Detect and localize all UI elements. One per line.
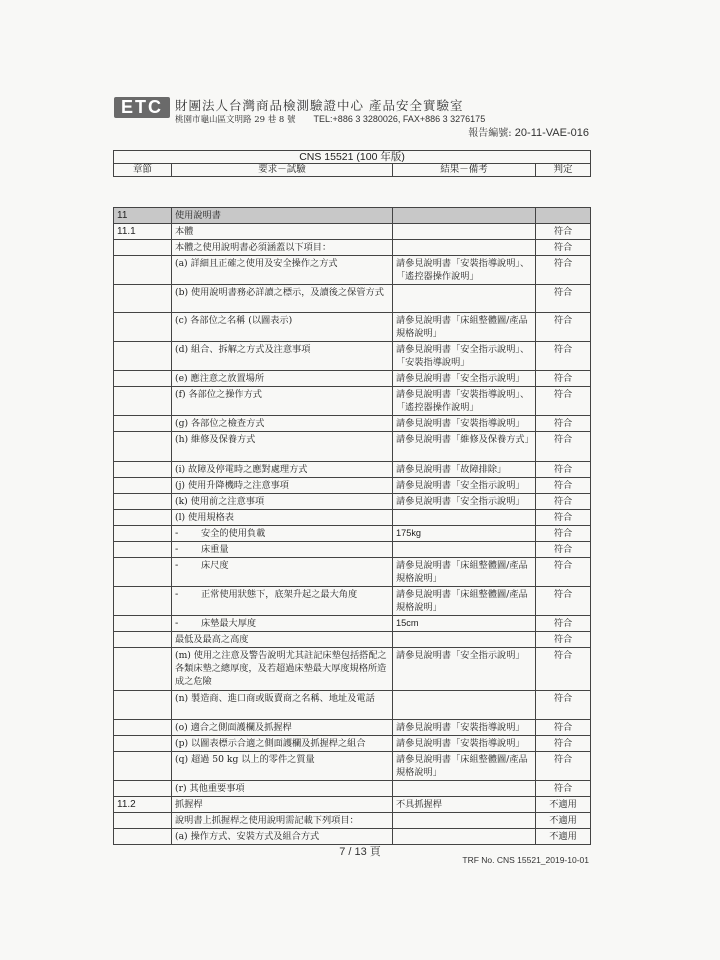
clause-cell [114, 510, 172, 526]
table-row [114, 462, 591, 478]
clause-cell [114, 587, 172, 616]
clause-cell [114, 478, 172, 494]
table-row [114, 736, 591, 752]
verdict-cell: 符合 [536, 240, 591, 256]
standard-header-table [113, 150, 591, 177]
result-cell [393, 285, 536, 313]
requirement-cell [172, 240, 393, 256]
result-cell [393, 542, 536, 558]
section-row [114, 208, 591, 224]
result-cell [393, 813, 536, 829]
requirement-cell [172, 720, 393, 736]
result-cell: 175kg [393, 526, 536, 542]
verdict-cell [536, 208, 591, 224]
result-cell: 請參見說明書「床組整體圖/產品規格說明」 [393, 313, 536, 342]
clause-cell [114, 240, 172, 256]
requirement-cell [172, 648, 393, 691]
requirement-cell [172, 691, 393, 720]
requirement-text: (g) 各部位之檢查方式 [175, 418, 265, 429]
verdict-cell: 符合 [536, 648, 591, 691]
requirement-cell [172, 526, 393, 542]
column-header-clause: 章節 [114, 164, 172, 177]
requirement-text: 最低及最高之高度 [175, 634, 249, 645]
verdict-cell: 符合 [536, 558, 591, 587]
list-dash: - [175, 618, 179, 629]
verdict-cell: 不適用 [536, 813, 591, 829]
table-row [114, 720, 591, 736]
table-row [114, 285, 591, 313]
verdict-cell: 符合 [536, 462, 591, 478]
requirement-text: (a) 操作方式、安裝方式及組合方式 [175, 831, 320, 842]
result-cell [393, 691, 536, 720]
requirement-cell [172, 616, 393, 632]
requirement-cell [172, 478, 393, 494]
table-row [114, 558, 591, 587]
requirement-cell [172, 813, 393, 829]
result-cell: 請參見說明書「安全指示說明」、「安裝指導說明」 [393, 342, 536, 371]
result-cell: 請參見說明書「安裝指導說明」、「遙控器操作說明」 [393, 256, 536, 285]
requirement-text: 本體 [175, 226, 194, 237]
requirement-cell [172, 342, 393, 371]
table-row [114, 797, 591, 813]
requirement-cell [172, 208, 393, 224]
column-header-verdict: 判定 [536, 164, 591, 177]
table-row [114, 616, 591, 632]
table-row [114, 813, 591, 829]
table-row [114, 648, 591, 691]
requirement-text: (q) 超過 50 kg 以上的零件之質量 [175, 754, 315, 765]
etc-logo: ETC [114, 97, 170, 118]
requirement-text: (h) 維修及保養方式 [175, 434, 256, 445]
clause-cell [114, 285, 172, 313]
result-cell: 15cm [393, 616, 536, 632]
clause-cell [114, 256, 172, 285]
requirement-text: 使用說明書 [175, 210, 221, 221]
result-cell: 請參見說明書「故障排除」 [393, 462, 536, 478]
requirement-text: (k) 使用前之注意事項 [175, 496, 265, 507]
clause-cell: 11 [114, 208, 172, 224]
verdict-cell: 符合 [536, 720, 591, 736]
requirements-table [113, 207, 591, 845]
result-cell [393, 510, 536, 526]
result-cell: 請參見說明書「安裝指導說明」 [393, 416, 536, 432]
verdict-cell: 符合 [536, 387, 591, 416]
requirement-text: (n) 製造商、進口商或販賣商之名稱、地址及電話 [175, 693, 375, 704]
table-row [114, 494, 591, 510]
requirement-text: (o) 適合之側面護欄及抓握桿 [175, 722, 292, 733]
requirement-cell [172, 416, 393, 432]
verdict-cell: 符合 [536, 616, 591, 632]
requirement-text: (d) 組合、拆解之方式及注意事項 [175, 344, 311, 355]
requirement-text: 抓握桿 [175, 799, 203, 810]
table-row [114, 781, 591, 797]
table-row [114, 432, 591, 462]
requirement-text: (a) 詳細且正確之使用及安全操作之方式 [175, 258, 338, 269]
page-number: 7 / 13 頁 [339, 846, 381, 858]
requirement-cell [172, 510, 393, 526]
table-row [114, 478, 591, 494]
table-row [114, 256, 591, 285]
requirement-text: (m) 使用之注意及警告說明尤其註記床墊包括搭配之各類床墊之總厚度，及若超過床墊最大厚度規格所造成之危險 [175, 650, 387, 687]
requirement-cell [172, 542, 393, 558]
result-cell: 請參見說明書「安裝指導說明」 [393, 720, 536, 736]
organization-name: 財團法人台灣商品檢測驗證中心 產品安全實驗室 [175, 98, 464, 113]
clause-cell [114, 752, 172, 781]
verdict-cell: 符合 [536, 632, 591, 648]
requirement-text: 本體之使用說明書必須涵蓋以下項目： [175, 242, 332, 253]
clause-cell [114, 691, 172, 720]
address: 桃園市龜山區文明路 29 巷 8 號 [175, 115, 296, 125]
clause-cell: 11.1 [114, 224, 172, 240]
verdict-cell: 符合 [536, 432, 591, 462]
verdict-cell: 符合 [536, 313, 591, 342]
result-cell [393, 632, 536, 648]
report-number [468, 124, 589, 139]
result-cell: 請參見說明書「床組整體圖/產品規格說明」 [393, 558, 536, 587]
requirement-text: 床重量 [201, 544, 229, 555]
result-cell [393, 240, 536, 256]
table-row [114, 510, 591, 526]
requirement-text: (p) 以圖表標示合適之側面護欄及抓握桿之組合 [175, 738, 366, 749]
list-dash: - [175, 528, 179, 539]
contact-numbers: TEL:+886 3 3280026, FAX+886 3 3276175 [313, 114, 486, 124]
table-row [114, 632, 591, 648]
table-row [114, 342, 591, 371]
requirement-text: 床墊最大厚度 [201, 618, 257, 629]
clause-cell [114, 720, 172, 736]
requirement-cell [172, 558, 393, 587]
verdict-cell: 不適用 [536, 797, 591, 813]
table-row [114, 387, 591, 416]
verdict-cell: 符合 [536, 510, 591, 526]
requirement-cell [172, 432, 393, 462]
verdict-cell: 符合 [536, 542, 591, 558]
requirement-text: 正常使用狀態下，底架升起之最大角度 [201, 589, 358, 600]
requirement-text: 說明書上抓握桿之使用說明需記載下列項目： [175, 815, 359, 826]
clause-cell [114, 558, 172, 587]
table-row [114, 587, 591, 616]
requirement-text: (j) 使用升降機時之注意事項 [175, 480, 289, 491]
requirement-text: 床尺度 [201, 560, 229, 571]
requirement-text: (e) 應注意之放置場所 [175, 373, 265, 384]
clause-cell [114, 342, 172, 371]
clause-cell [114, 416, 172, 432]
result-cell: 請參見說明書「安裝指導說明」、「遙控器操作說明」 [393, 387, 536, 416]
verdict-cell: 符合 [536, 587, 591, 616]
requirement-cell [172, 752, 393, 781]
requirement-text: 安全的使用負載 [201, 528, 266, 539]
table-row [114, 691, 591, 720]
verdict-cell: 符合 [536, 416, 591, 432]
verdict-cell: 符合 [536, 256, 591, 285]
result-cell: 請參見說明書「安全指示說明」 [393, 494, 536, 510]
list-dash: - [175, 589, 179, 600]
clause-cell [114, 371, 172, 387]
result-cell: 請參見說明書「床組整體圖/產品規格說明」 [393, 587, 536, 616]
requirement-cell [172, 587, 393, 616]
result-cell: 不具抓握桿 [393, 797, 536, 813]
requirement-cell [172, 224, 393, 240]
clause-cell [114, 736, 172, 752]
verdict-cell: 符合 [536, 781, 591, 797]
result-cell: 請參見說明書「安全指示說明」 [393, 371, 536, 387]
verdict-cell: 符合 [536, 526, 591, 542]
clause-cell [114, 616, 172, 632]
report-number-value: 20-11-VAE-016 [514, 127, 589, 139]
requirement-cell [172, 632, 393, 648]
result-cell [393, 781, 536, 797]
result-cell: 請參見說明書「床組整體圖/產品規格說明」 [393, 752, 536, 781]
clause-cell [114, 632, 172, 648]
table-row [114, 416, 591, 432]
verdict-cell: 符合 [536, 371, 591, 387]
requirement-cell [172, 494, 393, 510]
table-row [114, 371, 591, 387]
table-row [114, 526, 591, 542]
requirement-cell [172, 462, 393, 478]
clause-cell [114, 813, 172, 829]
verdict-cell: 符合 [536, 752, 591, 781]
requirement-text: (i) 故障及停電時之應對處理方式 [175, 464, 308, 475]
verdict-cell: 符合 [536, 224, 591, 240]
clause-cell [114, 313, 172, 342]
requirement-text: (c) 各部位之名稱 (以圖表示) [175, 315, 293, 326]
verdict-cell: 符合 [536, 478, 591, 494]
requirement-text: (r) 其他重要事項 [175, 783, 245, 794]
requirement-text: (f) 各部位之操作方式 [175, 389, 262, 400]
requirement-cell [172, 371, 393, 387]
standard-title: CNS 15521 (100 年版) [114, 151, 591, 164]
verdict-cell: 符合 [536, 736, 591, 752]
requirement-cell [172, 736, 393, 752]
clause-cell [114, 432, 172, 462]
clause-cell [114, 648, 172, 691]
table-row [114, 313, 591, 342]
form-number: TRF No. CNS 15521_2019-10-01 [462, 855, 589, 865]
verdict-cell: 符合 [536, 691, 591, 720]
clause-cell [114, 494, 172, 510]
clause-cell [114, 542, 172, 558]
result-cell: 請參見說明書「安裝指導說明」 [393, 736, 536, 752]
address-line [175, 113, 485, 125]
requirement-cell [172, 797, 393, 813]
clause-cell [114, 387, 172, 416]
table-row [114, 224, 591, 240]
table-row [114, 542, 591, 558]
clause-cell [114, 781, 172, 797]
verdict-cell: 符合 [536, 342, 591, 371]
result-cell: 請參見說明書「安全指示說明」 [393, 478, 536, 494]
table-row [114, 240, 591, 256]
verdict-cell: 符合 [536, 494, 591, 510]
table-row [114, 752, 591, 781]
requirement-text: (b) 使用說明書務必詳讀之標示，及讀後之保管方式 [175, 287, 384, 298]
clause-cell [114, 526, 172, 542]
requirement-cell [172, 781, 393, 797]
requirement-cell [172, 285, 393, 313]
list-dash: - [175, 544, 179, 555]
result-cell: 請參見說明書「安全指示說明」 [393, 648, 536, 691]
clause-cell [114, 462, 172, 478]
clause-cell: 11.2 [114, 797, 172, 813]
report-number-label: 報告編號: [468, 128, 512, 139]
list-dash: - [175, 560, 179, 571]
verdict-cell: 符合 [536, 285, 591, 313]
column-header-requirement: 要求－試驗 [172, 164, 393, 177]
requirement-cell [172, 387, 393, 416]
requirement-text: (l) 使用規格表 [175, 512, 234, 523]
result-cell: 請參見說明書「維修及保養方式」 [393, 432, 536, 462]
requirement-cell [172, 256, 393, 285]
result-cell [393, 224, 536, 240]
verdict-cell: 不適用 [536, 829, 591, 845]
result-cell [393, 208, 536, 224]
column-header-result: 結果－備考 [393, 164, 536, 177]
requirement-cell [172, 313, 393, 342]
